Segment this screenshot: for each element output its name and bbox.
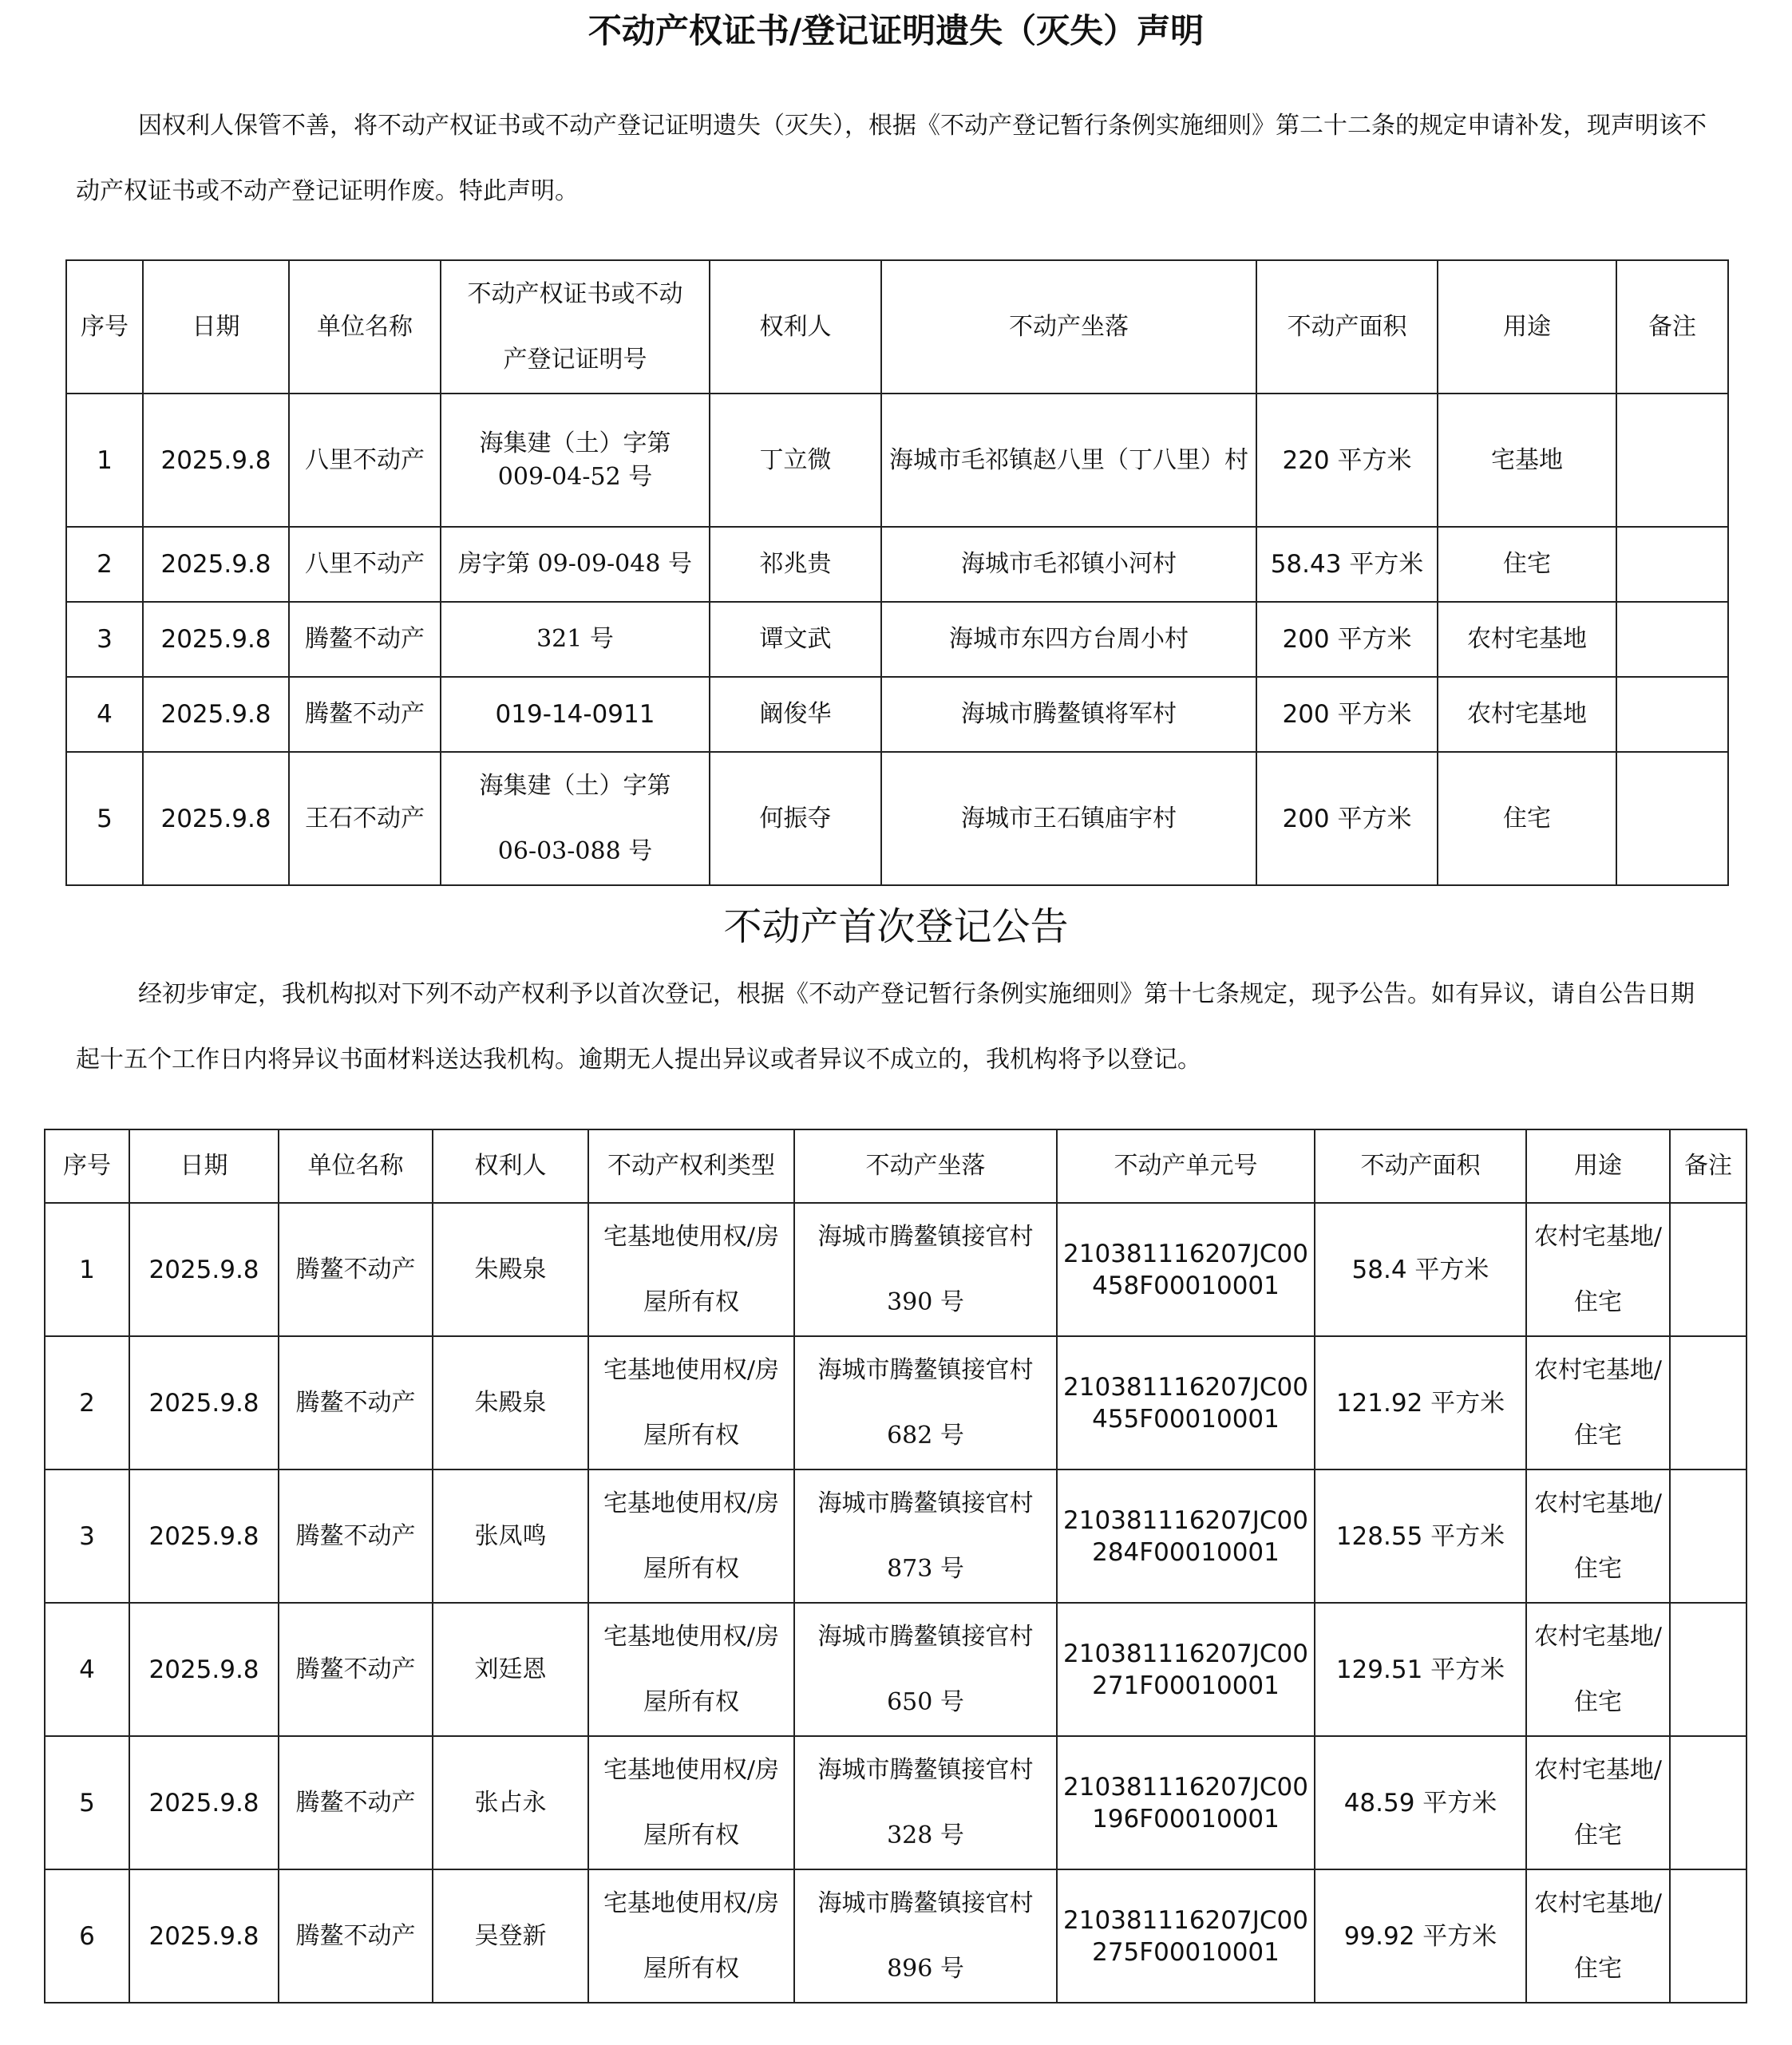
cell-area: 200 平方米 (1256, 677, 1438, 752)
cell-use: 宅基地 (1438, 394, 1616, 527)
cell-seq: 5 (66, 752, 143, 885)
cell-location: 海城市腾鳌镇将军村 (881, 677, 1256, 752)
cell-unit-no: 210381116207JC00455F00010001 (1057, 1336, 1315, 1469)
first-registration-notice-paragraph: 经初步审定，我机构拟对下列不动产权利予以首次登记，根据《不动产登记暂行条例实施细则》第十七条规定，现予公告。如有异议，请自公告日期起十五个工作日内将异议书面材料送达我机构。逾期无人提出异议或者异议不成立的，我机构将予以登记。 (76, 980, 1695, 1074)
cell-unit: 腾鳌不动产 (289, 602, 441, 677)
header-unit: 单位名称 (289, 260, 441, 394)
cell-location: 海城市腾鳌镇接官村 896 号 (794, 1869, 1057, 2003)
cell-date: 2025.9.8 (143, 527, 289, 602)
cell-location: 海城市王石镇庙宇村 (881, 752, 1256, 885)
header-location: 不动产坐落 (794, 1129, 1057, 1203)
cell-location: 海城市腾鳌镇接官村 328 号 (794, 1736, 1057, 1869)
cell-seq: 3 (66, 602, 143, 677)
cell-unit: 腾鳌不动产 (279, 1203, 433, 1336)
cell-use: 农村宅基地/住宅 (1526, 1469, 1670, 1603)
lost-certificate-notice-title: 不动产权证书/登记证明遗失（灭失）声明 (587, 11, 1205, 50)
header-date: 日期 (129, 1129, 279, 1203)
cell-use: 农村宅基地/住宅 (1526, 1869, 1670, 2003)
header-unit-no: 不动产单元号 (1057, 1129, 1315, 1203)
cell-date: 2025.9.8 (129, 1736, 279, 1869)
cell-owner: 张凤鸣 (433, 1469, 588, 1603)
header-location: 不动产坐落 (881, 260, 1256, 394)
cell-use: 农村宅基地 (1438, 677, 1616, 752)
cell-location: 海城市毛祁镇小河村 (881, 527, 1256, 602)
cell-date: 2025.9.8 (129, 1336, 279, 1469)
header-cert-no-line2: 产登记证明号 (503, 345, 647, 374)
cell-cert-no (441, 394, 710, 527)
table-row (66, 394, 1728, 527)
header-date: 日期 (143, 260, 289, 394)
cell-area: 200 平方米 (1256, 752, 1438, 885)
cell-use: 农村宅基地/住宅 (1526, 1203, 1670, 1336)
cell-right-type: 宅基地使用权/房屋所有权 (588, 1869, 794, 2003)
cell-area: 200 平方米 (1256, 602, 1438, 677)
cell-note (1670, 1603, 1747, 1736)
cell-area: 121.92 平方米 (1315, 1336, 1526, 1469)
cell-seq: 6 (45, 1869, 129, 2003)
table-row (66, 602, 1728, 677)
table-row (45, 1336, 1747, 1469)
cell-owner: 何振夺 (710, 752, 881, 885)
cell-note (1616, 602, 1728, 677)
header-right-type: 不动产权利类型 (588, 1129, 794, 1203)
cell-cert-no: 房字第 09-09-048 号 (441, 527, 710, 602)
header-use: 用途 (1438, 260, 1616, 394)
cell-location: 海城市腾鳌镇接官村 682 号 (794, 1336, 1057, 1469)
cell-unit: 腾鳌不动产 (279, 1869, 433, 2003)
header-area: 不动产面积 (1256, 260, 1438, 394)
cell-unit: 八里不动产 (289, 394, 441, 527)
cell-area: 129.51 平方米 (1315, 1603, 1526, 1736)
cell-location: 海城市腾鳌镇接官村 873 号 (794, 1469, 1057, 1603)
cell-note (1616, 677, 1728, 752)
cell-right-type: 宅基地使用权/房屋所有权 (588, 1469, 794, 1603)
cell-unit: 腾鳌不动产 (279, 1603, 433, 1736)
cell-area: 99.92 平方米 (1315, 1869, 1526, 2003)
cell-owner: 阚俊华 (710, 677, 881, 752)
cell-owner: 朱殿泉 (433, 1336, 588, 1469)
cell-date: 2025.9.8 (129, 1603, 279, 1736)
header-cert-no-line1: 不动产权证书或不动 (467, 279, 683, 308)
cell-owner: 张占永 (433, 1736, 588, 1869)
table-row (66, 752, 1728, 885)
cell-owner: 谭文武 (710, 602, 881, 677)
cell-area: 48.59 平方米 (1315, 1736, 1526, 1869)
cell-location: 海城市东四方台周小村 (881, 602, 1256, 677)
cell-note (1616, 394, 1728, 527)
first-registration-notice-title: 不动产首次登记公告 (723, 904, 1069, 949)
cell-note (1670, 1736, 1747, 1869)
cell-location: 海城市腾鳌镇接官村 650 号 (794, 1603, 1057, 1736)
cell-unit: 王石不动产 (289, 752, 441, 885)
cell-unit-no: 210381116207JC00271F00010001 (1057, 1603, 1315, 1736)
header-owner: 权利人 (710, 260, 881, 394)
cell-seq: 3 (45, 1469, 129, 1603)
cell-right-type: 宅基地使用权/房屋所有权 (588, 1603, 794, 1736)
table-row (45, 1869, 1747, 2003)
first-registration-table (44, 1129, 1747, 2003)
cell-cert-no: 321 号 (441, 602, 710, 677)
cell-date: 2025.9.8 (143, 677, 289, 752)
cell-use: 农村宅基地/住宅 (1526, 1336, 1670, 1469)
table-row (45, 1736, 1747, 1869)
cell-use: 农村宅基地/住宅 (1526, 1736, 1670, 1869)
cell-note (1616, 527, 1728, 602)
cell-area: 220 平方米 (1256, 394, 1438, 527)
cell-seq: 4 (45, 1603, 129, 1736)
table-row (45, 1469, 1747, 1603)
cell-unit: 腾鳌不动产 (279, 1736, 433, 1869)
cell-location: 海城市腾鳌镇接官村 390 号 (794, 1203, 1057, 1336)
cell-area: 128.55 平方米 (1315, 1469, 1526, 1603)
cell-owner: 丁立微 (710, 394, 881, 527)
cell-unit: 八里不动产 (289, 527, 441, 602)
header-seq: 序号 (66, 260, 143, 394)
header-area: 不动产面积 (1315, 1129, 1526, 1203)
table-row (45, 1203, 1747, 1336)
cell-unit-no: 210381116207JC00275F00010001 (1057, 1869, 1315, 2003)
cell-date: 2025.9.8 (129, 1203, 279, 1336)
cell-unit: 腾鳌不动产 (279, 1336, 433, 1469)
cell-unit-no: 210381116207JC00284F00010001 (1057, 1469, 1315, 1603)
cell-cert-no-line1: 海集建（土）字第 (479, 771, 671, 800)
cell-right-type: 宅基地使用权/房屋所有权 (588, 1336, 794, 1469)
cell-cert-no-line2: 009-04-52 号 (497, 462, 653, 491)
cell-unit-no: 210381116207JC00458F00010001 (1057, 1203, 1315, 1336)
header-seq: 序号 (45, 1129, 129, 1203)
table-header-row (66, 260, 1728, 394)
table-row (45, 1603, 1747, 1736)
cell-note (1616, 752, 1728, 885)
cell-owner: 朱殿泉 (433, 1203, 588, 1336)
cell-date: 2025.9.8 (129, 1469, 279, 1603)
cell-date: 2025.9.8 (143, 394, 289, 527)
table-row (66, 527, 1728, 602)
cell-seq: 2 (66, 527, 143, 602)
cell-date: 2025.9.8 (143, 752, 289, 885)
header-note: 备注 (1670, 1129, 1747, 1203)
cell-use: 农村宅基地 (1438, 602, 1616, 677)
cell-owner: 刘廷恩 (433, 1603, 588, 1736)
cell-note (1670, 1336, 1747, 1469)
cell-unit-no: 210381116207JC00196F00010001 (1057, 1736, 1315, 1869)
cell-right-type: 宅基地使用权/房屋所有权 (588, 1203, 794, 1336)
cell-cert-no: 019-14-0911 (441, 677, 710, 752)
header-note: 备注 (1616, 260, 1728, 394)
cell-owner: 祁兆贵 (710, 527, 881, 602)
cell-use: 农村宅基地/住宅 (1526, 1603, 1670, 1736)
cell-area: 58.43 平方米 (1256, 527, 1438, 602)
cell-seq: 5 (45, 1736, 129, 1869)
cell-note (1670, 1203, 1747, 1336)
cell-seq: 1 (66, 394, 143, 527)
table-header-row (45, 1129, 1747, 1203)
cell-note (1670, 1869, 1747, 2003)
cell-note (1670, 1469, 1747, 1603)
cell-cert-no-line1: 海集建（土）字第 (479, 429, 671, 457)
cell-seq: 2 (45, 1336, 129, 1469)
cell-cert-no-line2: 06-03-088 号 (497, 837, 653, 865)
cell-date: 2025.9.8 (129, 1869, 279, 2003)
header-unit: 单位名称 (279, 1129, 433, 1203)
cell-use: 住宅 (1438, 752, 1616, 885)
cell-unit: 腾鳌不动产 (289, 677, 441, 752)
cell-cert-no (441, 752, 710, 885)
header-use: 用途 (1526, 1129, 1670, 1203)
lost-certificate-table (65, 259, 1729, 886)
cell-unit: 腾鳌不动产 (279, 1469, 433, 1603)
cell-date: 2025.9.8 (143, 602, 289, 677)
table-row (66, 677, 1728, 752)
cell-owner: 吴登新 (433, 1869, 588, 2003)
cell-seq: 4 (66, 677, 143, 752)
cell-use: 住宅 (1438, 527, 1616, 602)
cell-seq: 1 (45, 1203, 129, 1336)
cell-location: 海城市毛祁镇赵八里（丁八里）村 (881, 394, 1256, 527)
cell-area: 58.4 平方米 (1315, 1203, 1526, 1336)
header-cert-no (441, 260, 710, 394)
lost-certificate-notice-paragraph: 因权利人保管不善，将不动产权证书或不动产登记证明遗失（灭失），根据《不动产登记暂行条例实施细则》第二十二条的规定申请补发，现声明该不动产权证书或不动产登记证明作废。特此声明。 (76, 112, 1707, 205)
header-owner: 权利人 (433, 1129, 588, 1203)
cell-right-type: 宅基地使用权/房屋所有权 (588, 1736, 794, 1869)
